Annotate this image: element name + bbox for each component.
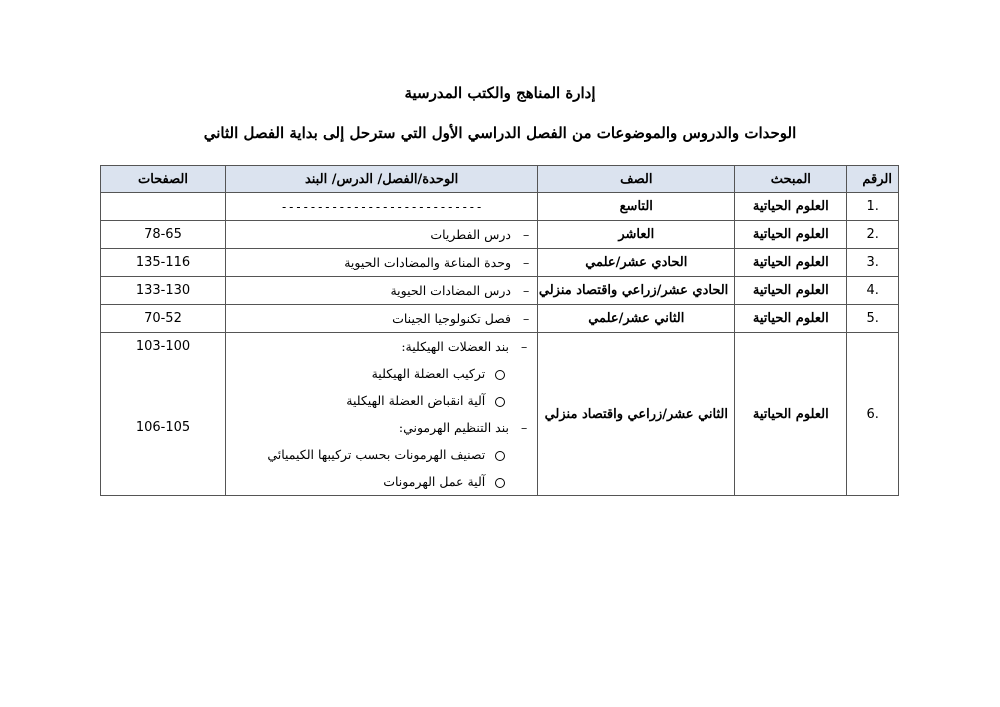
sub-item [232, 468, 531, 495]
row-number: .2 [847, 221, 899, 249]
unit-item [232, 333, 531, 360]
column-header-grade: الصف [538, 166, 735, 193]
table-row [101, 193, 899, 221]
row-grade: الحادي عشر/زراعي واقتصاد منزلي [538, 277, 735, 305]
page-title: إدارة المناهج والكتب المدرسية [404, 84, 596, 102]
row-grade: الثاني عشر/علمي [538, 305, 735, 333]
row-subject: العلوم الحياتية [735, 305, 847, 333]
row-pages [101, 193, 226, 221]
row-grade: الحادي عشر/علمي [538, 249, 735, 277]
circle-bullet-icon [495, 370, 505, 380]
table-header-row [101, 166, 899, 193]
table-row [101, 333, 899, 496]
table-row [101, 221, 899, 249]
row-subject: العلوم الحياتية [735, 277, 847, 305]
sub-item [232, 441, 531, 468]
row-unit [225, 193, 537, 221]
row-pages: 133-130 [101, 277, 226, 305]
row-subject: العلوم الحياتية [735, 221, 847, 249]
row-unit-text: – درس المضادات الحيوية [390, 283, 531, 298]
row-grade: العاشر [538, 221, 735, 249]
pages-spacer [107, 468, 219, 495]
sub-item [232, 360, 531, 387]
row-number: .3 [847, 249, 899, 277]
row-pages: 70-52 [101, 305, 226, 333]
row-subject: العلوم الحياتية [735, 333, 847, 496]
page-subtitle: الوحدات والدروس والموضوعات من الفصل الدراسي الأول التي سترحل إلى بداية الفصل الثاني [203, 124, 797, 142]
row-number: .4 [847, 277, 899, 305]
unit-item-text: – بند التنظيم الهرموني: [399, 420, 529, 435]
sub-item-text: تركيب العضلة الهيكلية [371, 366, 486, 381]
pages-range: 106-105 [135, 420, 191, 435]
column-header-unit: الوحدة/الفصل/ الدرس/ البند [225, 166, 537, 193]
pages-spacer [107, 441, 219, 468]
table-row [101, 277, 899, 305]
row-unit-list [225, 333, 537, 496]
row-pages: 78-65 [101, 221, 226, 249]
circle-bullet-icon [495, 478, 505, 488]
sub-item [232, 387, 531, 414]
row-number: .6 [847, 333, 899, 496]
row-pages-list [101, 333, 226, 496]
row-subject: العلوم الحياتية [735, 193, 847, 221]
row-grade: الثاني عشر/زراعي واقتصاد منزلي [538, 333, 735, 496]
circle-bullet-icon [495, 397, 505, 407]
sub-item-text: آلية انقباض العضلة الهيكلية [346, 393, 486, 408]
row-unit [225, 249, 537, 277]
units-table [100, 165, 899, 496]
table-row [101, 249, 899, 277]
row-unit-text: – فصل تكنولوجيا الجينات [392, 311, 531, 326]
row-unit [225, 305, 537, 333]
row-subject: العلوم الحياتية [735, 249, 847, 277]
table-row [101, 305, 899, 333]
unit-item-text: – بند العضلات الهيكلية: [401, 339, 529, 354]
pages-spacer [107, 387, 219, 414]
row-unit-placeholder: ---------------------------- [280, 200, 483, 214]
column-header-number: الرقم [847, 166, 899, 193]
sub-item-text: تصنيف الهرمونات بحسب تركيبها الكيميائي [267, 447, 486, 462]
sub-item-text: آلية عمل الهرمونات [383, 474, 486, 489]
row-unit-text: – درس الفطريات [430, 227, 531, 242]
unit-item [232, 414, 531, 441]
row-unit-text: – وحدة المناعة والمضادات الحيوية [344, 255, 531, 270]
row-pages: 135-116 [101, 249, 226, 277]
row-number: .1 [847, 193, 899, 221]
column-header-pages: الصفحات [101, 166, 226, 193]
pages-range: 103-100 [135, 339, 191, 354]
circle-bullet-icon [495, 451, 505, 461]
row-grade: التاسع [538, 193, 735, 221]
row-unit [225, 221, 537, 249]
pages-spacer [107, 360, 219, 387]
column-header-subject: المبحث [735, 166, 847, 193]
row-number: .5 [847, 305, 899, 333]
row-unit [225, 277, 537, 305]
